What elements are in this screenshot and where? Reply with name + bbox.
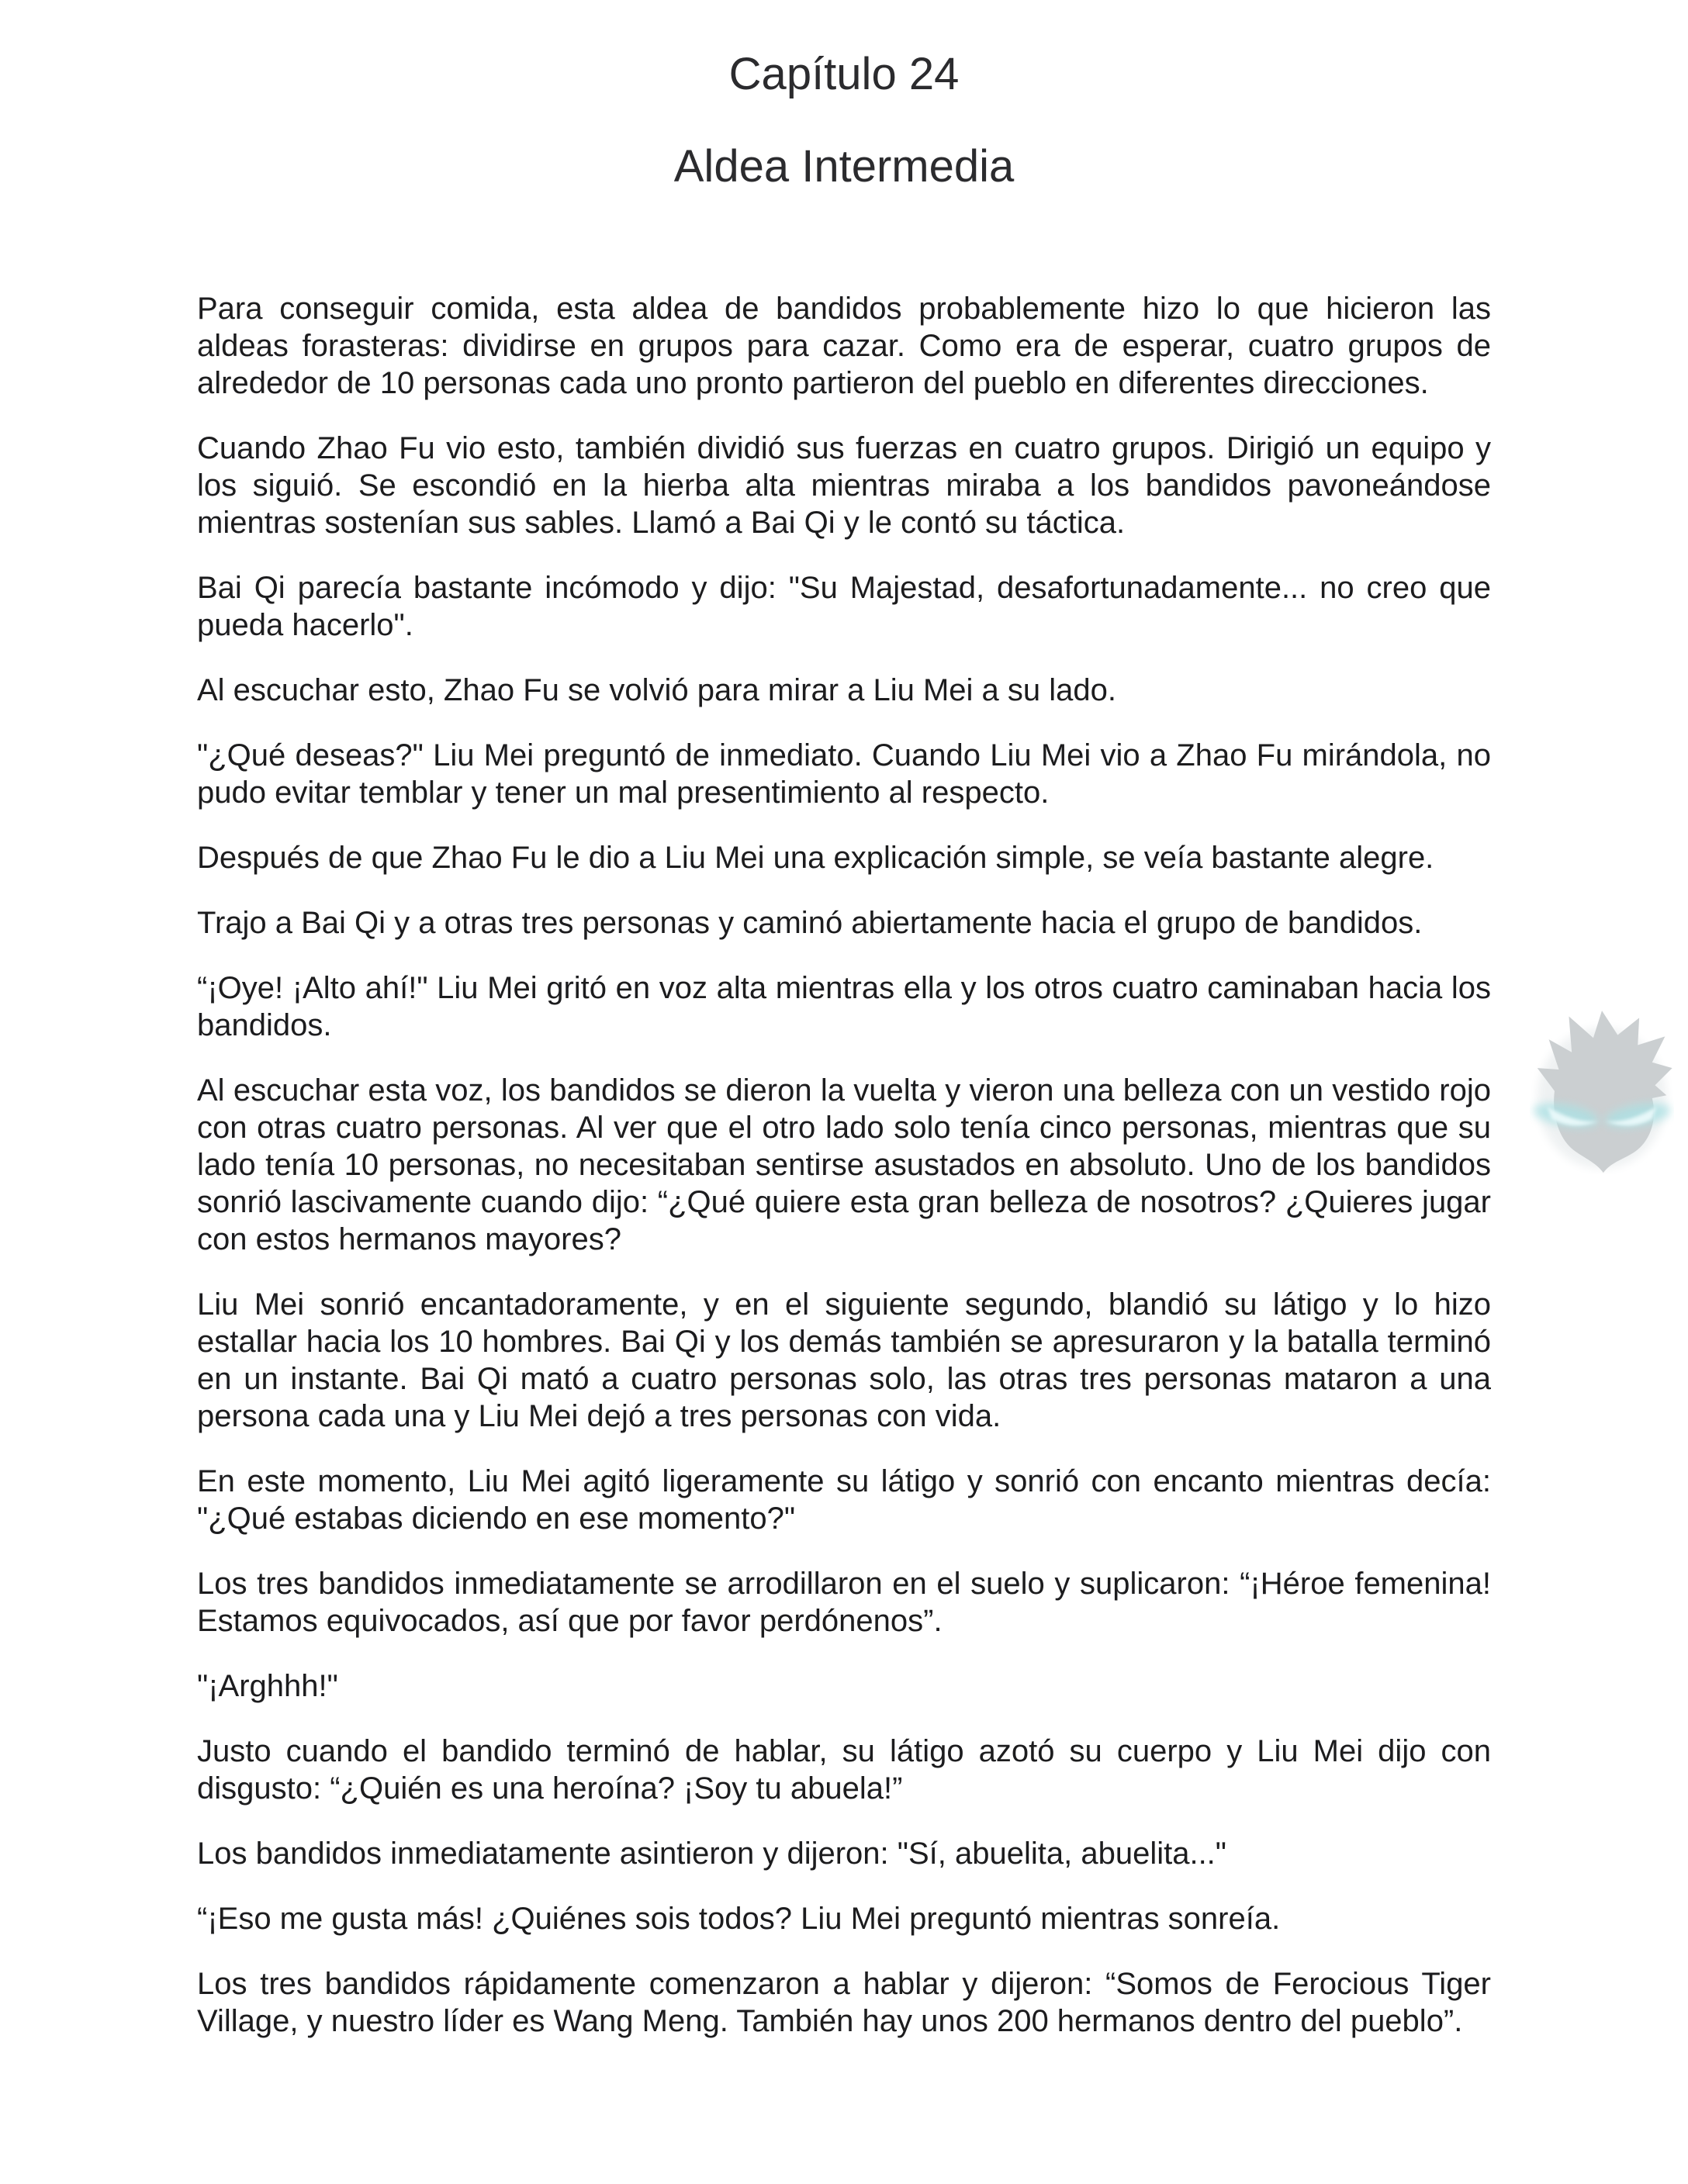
chapter-title (0, 0, 1688, 213)
paragraph: Bai Qi parecía bastante incómodo y dijo: "Su Majestad, desafortunadamente... no creo que pueda hacerlo". (197, 571, 1491, 642)
demon-head-icon (1530, 1002, 1674, 1174)
paragraph: “¡Eso me gusta más! ¿Quiénes sois todos? Liu Mei preguntó mientras sonreía. (197, 1902, 1281, 1936)
paragraph: Liu Mei sonrió encantadoramente, y en el siguiente segundo, blandió su látigo y lo hizo estallar hacia los 10 hombres. Bai Qi y los demás también se apresuraron y la batalla terminó en un instante. Bai Qi mató a cuatro personas solo, las otras tres personas mataron a una persona cada una y Liu Mei dejó a tres personas con vida. (197, 1287, 1491, 1433)
watermark-halo (1538, 1028, 1667, 1168)
paragraph: "¿Qué deseas?" Liu Mei preguntó de inmediato. Cuando Liu Mei vio a Zhao Fu mirándola, no pudo evitar temblar y tener un mal presentimiento al respecto. (197, 738, 1491, 810)
paragraph: Al escuchar esta voz, los bandidos se dieron la vuelta y vieron una belleza con un vestido rojo con otras cuatro personas. Al ver que el otro lado solo tenía cinco personas, mientras que su lado tenía 10 personas, no necesitaban sentirse asustados en absoluto. Uno de los bandidos sonrió lascivamente cuando dijo: “¿Qué quiere esta gran belleza de nosotros? ¿Quieres jugar con estos hermanos mayores? (197, 1073, 1491, 1256)
paragraph: Para conseguir comida, esta aldea de bandidos probablemente hizo lo que hicieron las aldeas forasteras: dividirse en grupos para cazar. Como era de esperar, cuatro grupos de alrededor de 10 personas cada uno pronto partieron del pueblo en diferentes direcciones. (197, 292, 1491, 400)
paragraph: Trajo a Bai Qi y a otras tres personas y caminó abiertamente hacia el grupo de bandidos. (197, 906, 1423, 940)
paragraph: Los tres bandidos inmediatamente se arrodillaron en el suelo y suplicaron: “¡Héroe femenina! Estamos equivocados, así que por favor perdónenos”. (197, 1567, 1491, 1638)
paragraph: "¡Arghhh!" (197, 1669, 338, 1703)
demon-head-watermark (1530, 1002, 1674, 1174)
paragraph: “¡Oye! ¡Alto ahí!" Liu Mei gritó en voz alta mientras ella y los otros cuatro caminaban hacia los bandidos. (197, 971, 1491, 1042)
chapter-body (197, 290, 1491, 2040)
demon-head-silhouette (1538, 1011, 1672, 1173)
paragraph: En este momento, Liu Mei agitó ligeramente su látigo y sonrió con encanto mientras decía: "¿Qué estabas diciendo en ese momento?" (197, 1464, 1491, 1536)
paragraph: Cuando Zhao Fu vio esto, también dividió sus fuerzas en cuatro grupos. Dirigió un equipo y los siguió. Se escondió en la hierba alta mientras miraba a los bandidos pavoneándose mientras sostenían sus sables. Llamó a Bai Qi y le contó su táctica. (197, 431, 1491, 540)
right-eye-icon (1605, 1107, 1657, 1125)
chapter-number: Capítulo 24 (728, 49, 960, 99)
paragraph: Justo cuando el bandido terminó de hablar, su látigo azotó su cuerpo y Liu Mei dijo con disgusto: “¿Quién es una heroína? ¡Soy tu abuela!” (197, 1734, 1491, 1806)
left-eye-glow (1531, 1099, 1600, 1132)
paragraph: Al escuchar esto, Zhao Fu se volvió para mirar a Liu Mei a su lado. (197, 673, 1116, 707)
paragraph: Los bandidos inmediatamente asintieron y dijeron: "Sí, abuelita, abuelita..." (197, 1837, 1226, 1871)
right-eye-glow (1603, 1099, 1672, 1132)
chapter-name: Aldea Intermedia (673, 141, 1015, 192)
left-eye-icon (1548, 1107, 1600, 1125)
paragraph: Los tres bandidos rápidamente comenzaron a hablar y dijeron: “Somos de Ferocious Tiger Village, y nuestro líder es Wang Meng. También hay unos 200 hermanos dentro del pueblo”. (197, 1967, 1491, 2038)
paragraph: Después de que Zhao Fu le dio a Liu Mei una explicación simple, se veía bastante alegre. (197, 841, 1434, 875)
